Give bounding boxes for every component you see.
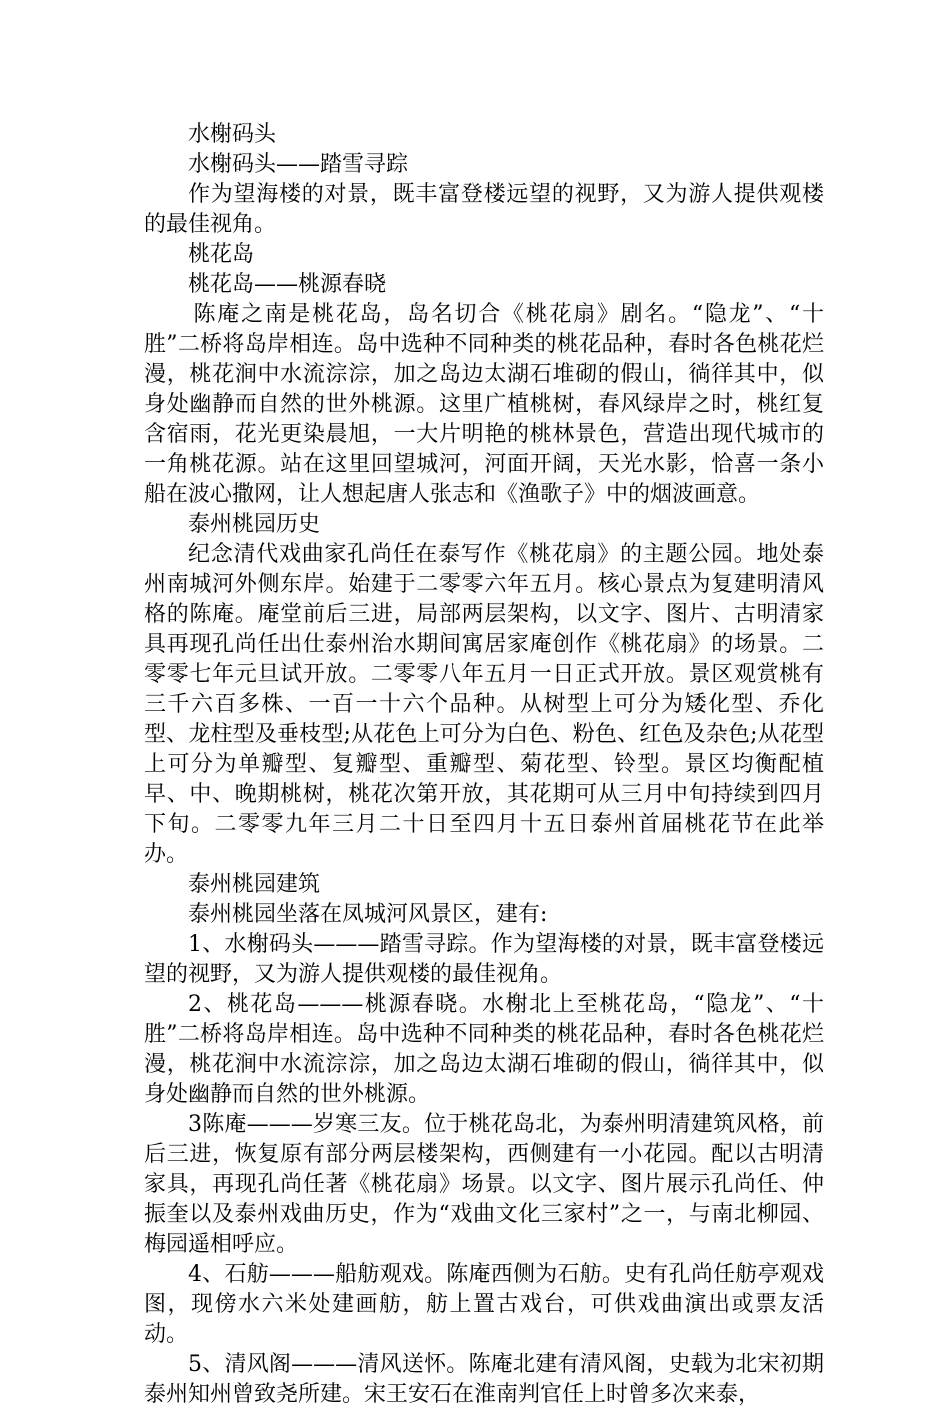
list-item-4: 4、石舫———船舫观戏。陈庵西侧为石舫。史有孔尚任舫亭观戏图，现傍水六米处建画舫，舫上置古戏台，可供戏曲演出或票友活动。	[144, 1262, 824, 1347]
list-item-1: 1、水榭码头———踏雪寻踪。作为望海楼的对景，既丰富登楼远望的视野，又为游人提供观楼的最佳视角。	[144, 932, 824, 987]
list-item-2: 2、桃花岛———桃源春晓。水榭北上至桃花岛，“隐龙”、“十胜”二桥将岛岸相连。岛中选种不同种类的桃花品种，春时各色桃花烂漫，桃花涧中水流淙淙，加之岛边太湖石堆砌的假山，徜徉其中，似身处幽静而自然的世外桃源。	[144, 992, 824, 1107]
paragraph-architecture-intro: 泰州桃园坐落在凤城河风景区，建有:	[188, 902, 548, 927]
paragraph-peach-island: 陈庵之南是桃花岛，岛名切合《桃花扇》剧名。“隐龙”、“十胜”二桥将岛岸相连。岛中选种不同种类的桃花品种，春时各色桃花烂漫，桃花涧中水流淙淙，加之岛边太湖石堆砌的假山，徜徉其中，似身处幽静而自然的世外桃源。这里广植桃树，春风绿岸之时，桃红复含宿雨，花光更染晨旭，一大片明艳的桃林景色，营造出现代城市的一角桃花源。站在这里回望城河，河面开阔，天光水影，恰喜一条小船在波心撒网，让人想起唐人张志和《渔歌子》中的烟波画意。	[144, 302, 824, 507]
document-body	[144, 120, 824, 1410]
subheading-peach-island: 桃花岛——桃源春晓	[188, 272, 387, 297]
paragraph-history: 纪念清代戏曲家孔尚任在泰写作《桃花扇》的主题公园。地处泰州南城河外侧东岸。始建于二零零六年五月。核心景点为复建明清风格的陈庵。庵堂前后三进，局部两层架构，以文字、图片、古明清家具再现孔尚任出仕泰州治水期间寓居家庵创作《桃花扇》的场景。二零零七年元旦试开放。二零零八年五月一日正式开放。景区观赏桃有三千六百多株、一百一十六个品种。从树型上可分为矮化型、乔化型、龙柱型及垂枝型;从花色上可分为白色、粉色、红色及杂色;从花型上可分为单瓣型、复瓣型、重瓣型、菊花型、铃型。景区均衡配植早、中、晚期桃树，桃花次第开放，其花期可从三月中旬持续到四月下旬。二零零九年三月二十日至四月十五日泰州首届桃花节在此举办。	[144, 542, 824, 867]
list-item-3: 3陈庵———岁寒三友。位于桃花岛北，为泰州明清建筑风格，前后三进，恢复原有部分两层楼架构，西侧建有一小花园。配以古明清家具，再现孔尚任著《桃花扇》场景。以文字、图片展示孔尚任、仲振奎以及泰州戏曲历史，作为“戏曲文化三家村”之一，与南北柳园、梅园遥相呼应。	[144, 1112, 824, 1257]
heading-water-pavilion: 水榭码头	[188, 122, 277, 147]
paragraph-water-pavilion: 作为望海楼的对景，既丰富登楼远望的视野，又为游人提供观楼的最佳视角。	[144, 182, 824, 237]
subheading-water-pavilion: 水榭码头——踏雪寻踪	[188, 152, 409, 177]
heading-architecture: 泰州桃园建筑	[188, 872, 321, 897]
heading-peach-island: 桃花岛	[188, 242, 255, 267]
list-item-5: 5、清风阁———清风送怀。陈庵北建有清风阁，史载为北宋初期泰州知州曾致尧所建。宋王安石在淮南判官任上时曾多次来泰，	[144, 1352, 824, 1407]
heading-history: 泰州桃园历史	[188, 512, 321, 537]
